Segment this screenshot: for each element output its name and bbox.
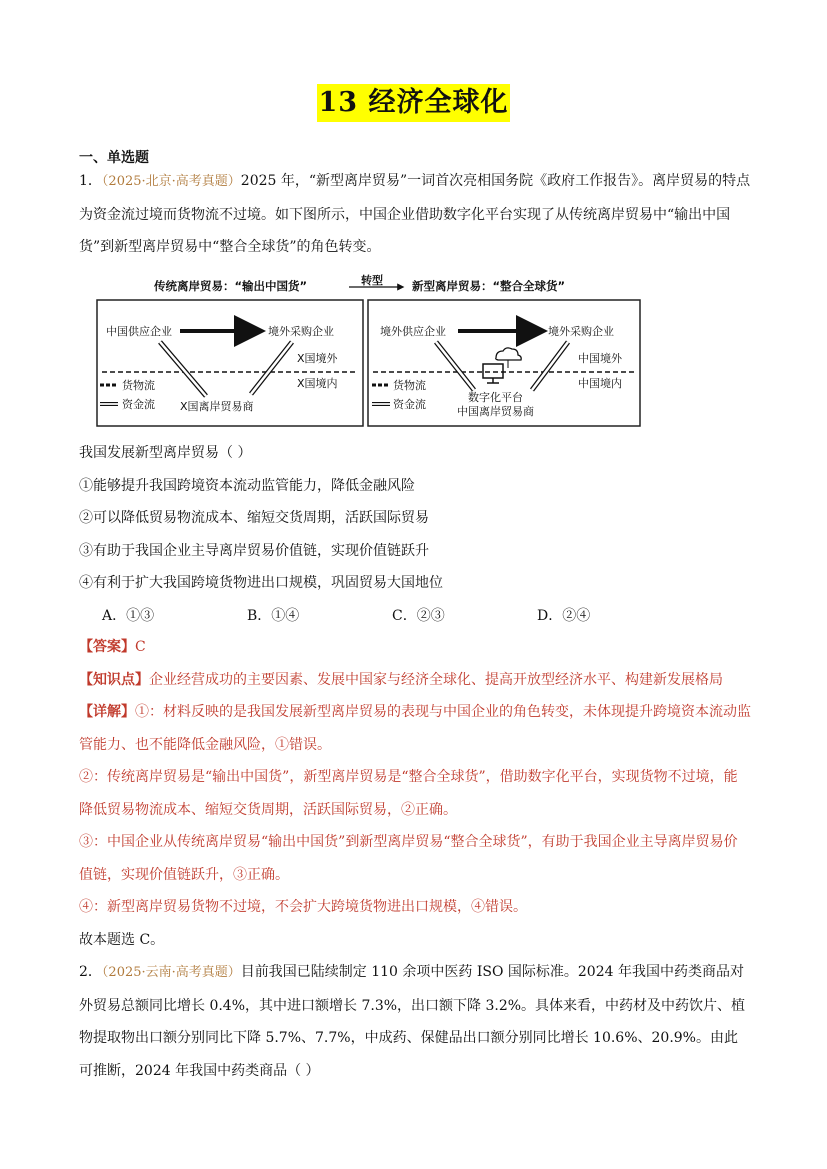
detail-2: ②：传统离岸贸易是“输出中国货”，新型离岸贸易是“整合全球货”，借助数字化平台，实现货物不过境，能降低贸易物流成本、缩短交货周期，活跃国际贸易，②正确。 [79, 769, 738, 818]
q1-number: 1． [79, 173, 102, 189]
answer-label: 【答案】 [79, 639, 135, 655]
title-wrap [0, 84, 827, 122]
right-inside: 中国境内 [578, 377, 622, 390]
trade-diagram [96, 272, 643, 430]
right-legend-funds: 资金流 [393, 398, 426, 411]
transform-label: 转型 [361, 274, 383, 287]
right-supplier: 境外供应企业 [380, 325, 446, 338]
option-b[interactable]: B．①④ [247, 607, 300, 624]
left-trader: X国离岸贸易商 [180, 400, 254, 413]
left-outside: X国境外 [297, 352, 338, 365]
left-supplier: 中国供应企业 [106, 325, 172, 338]
right-legend-goods: 货物流 [393, 379, 426, 392]
right-buyer: 境外采购企业 [548, 325, 614, 338]
answer-value: C [135, 639, 146, 655]
q2-body: 目前我国已陆续制定 110 余项中医药 ISO 国际标准。2024 年我国中药类商品对外贸易总额同比增长 0.4%，其中进口额增长 7.3%，出口额下降 3.2%。具体来看，中药材及中药饮片、植物提取物出口额分别同比下降 5.7%、7.7%，中成药、保健品出口额分别同比增长 10.6%、20.9%。由此可推断，2024 年我国中药类商品（ ） [79, 964, 746, 1079]
q1-body: 2025 年，“新型离岸贸易”一词首次亮相国务院《政府工作报告》。离岸贸易的特点为资金流过境而货物流不过境。如下图所示，中国企业借助数字化平台实现了从传统离岸贸易中“输出中国货”到新型离岸贸易中“整合全球货”的角色转变。 [79, 173, 751, 255]
answer-block [79, 631, 751, 956]
detail-4: ④：新型离岸贸易货物不过境，不会扩大跨境货物进出口规模，④错误。 [79, 899, 527, 915]
statement-3: ③有助于我国企业主导离岸贸易价值链，实现价值链跃升 [79, 542, 429, 559]
left-legend-funds: 资金流 [122, 398, 155, 411]
section-title: 一、单选题 [79, 150, 149, 166]
platform-icon [483, 348, 521, 383]
right-platform: 数字化平台 [468, 391, 523, 404]
left-inside: X国境内 [297, 377, 338, 390]
knowledge-line [79, 664, 751, 697]
option-c[interactable]: C．②③ [392, 607, 445, 624]
option-d[interactable]: D．②④ [537, 607, 591, 624]
knowledge-label: 【知识点】 [79, 671, 149, 688]
right-trader: 中国离岸贸易商 [457, 405, 534, 418]
question-1-stem [79, 437, 751, 632]
detail-1 [79, 696, 751, 761]
left-buyer: 境外采购企业 [268, 325, 334, 338]
detail-label: 【详解】 [79, 704, 135, 720]
left-header: 传统离岸贸易：“输出中国货” [154, 279, 308, 293]
conclusion: 故本题选 C。 [79, 931, 165, 948]
question-1-text [79, 165, 751, 264]
statement-2: ②可以降低贸易物流成本、缩短交货周期，活跃国际贸易 [79, 510, 429, 526]
q2-number: 2． [79, 964, 102, 980]
q1-stem: 我国发展新型离岸贸易（ ） [79, 445, 252, 461]
q2-source: （2025·云南·高考真题） [101, 965, 241, 980]
options-row [79, 600, 751, 633]
left-legend-goods: 货物流 [122, 379, 155, 392]
option-a[interactable]: A．①③ [102, 607, 155, 624]
q1-source: （2025·北京·高考真题） [101, 174, 241, 189]
detail-3: ③：中国企业从传统离岸贸易“输出中国货”到新型离岸贸易“整合全球货”，有助于我国企业主导离岸贸易价值链，实现价值链跃升，③正确。 [79, 834, 738, 883]
right-header: 新型离岸贸易：“整合全球货” [412, 279, 566, 293]
page-title: 13 经济全球化 [317, 84, 511, 122]
statement-4: ④有利于扩大我国跨境货物进出口规模，巩固贸易大国地位 [79, 575, 443, 591]
statement-1: ①能够提升我国跨境资本流动监管能力，降低金融风险 [79, 477, 415, 494]
detail-1-text: ①：材料反映的是我国发展新型离岸贸易的表现与中国企业的角色转变，未体现提升跨境资本流动监管能力、也不能降低金融风险，①错误。 [79, 704, 751, 753]
answer-line [79, 631, 751, 664]
knowledge-value: 企业经营成功的主要因素、发展中国家与经济全球化、提高开放型经济水平、构建新发展格局 [149, 671, 723, 688]
question-2-text [79, 956, 751, 1087]
right-outside: 中国境外 [578, 352, 622, 365]
